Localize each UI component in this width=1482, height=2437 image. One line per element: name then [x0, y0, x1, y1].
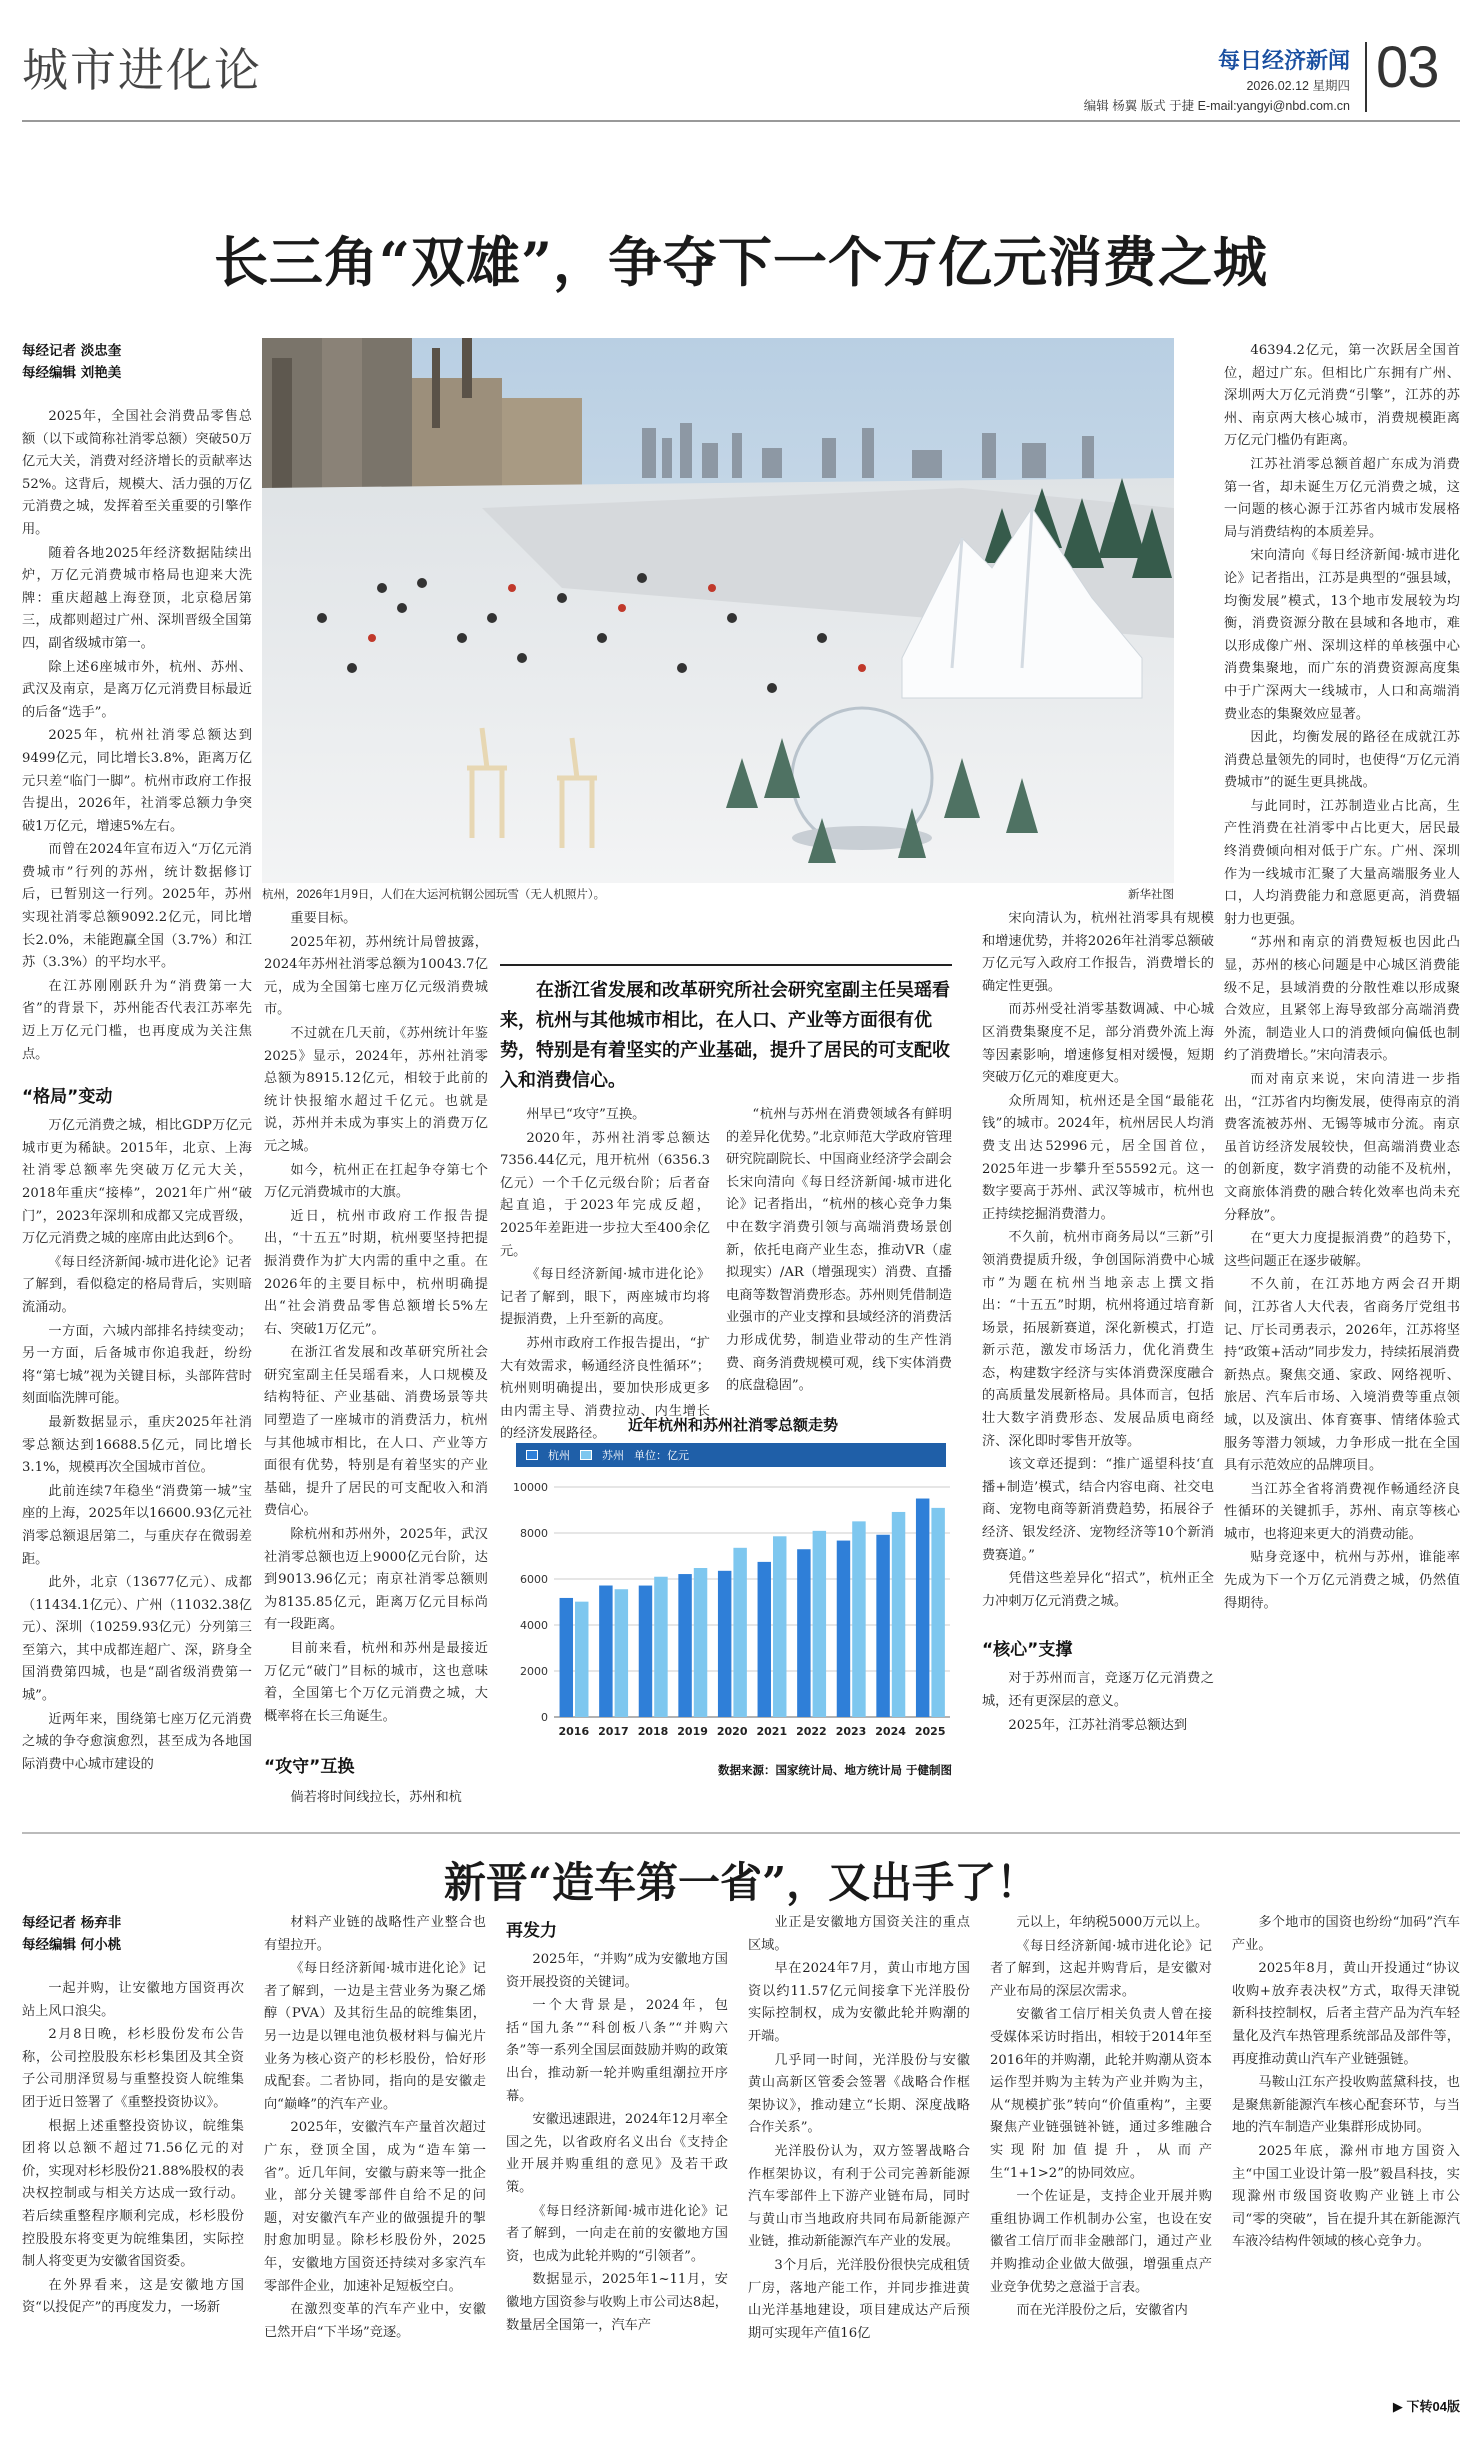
article1-col5 [982, 908, 1214, 1737]
photo-caption: 杭州，2026年1月9日，人们在大运河杭钢公园玩雪（无人机照片）。 [262, 889, 606, 901]
chart-unit-label: 单位：亿元 [634, 1449, 689, 1462]
paragraph: 不久前，杭州市商务局以“三新”引领消费提质升级，争创国际消费中心城市”为题在杭州当地亲志上撰文指出：“十五五”时期，杭州将通过培育新场景，拓展新赛道，深化新模式，打造新示范，激发市场活力，优化消费生态，构建数字经济与实体消费深度融合的高质量发展新格局。具体而言，包括壮大数字消费形态、发展品质电商经济、深化即时零售开放等。 [982, 1230, 1214, 1449]
paragraph: 在激烈变革的汽车产业中，安徽已然开启“下半场”竞逐。 [264, 2302, 486, 2340]
paragraph: 江苏社消零总额首超广东成为消费第一省，却未诞生万亿元消费之城，这一问题的核心源于江苏省内城市发展格局与消费结构的本质差异。 [1224, 456, 1460, 540]
paragraph: 近两年来，围绕第七座万亿元消费之城的争夺愈演愈烈，甚至成为各地国际消费中心城市建设的 [22, 1711, 252, 1772]
paragraph: 州早已“攻守”互换。 [526, 1107, 646, 1122]
article2-col3 [506, 1912, 728, 2337]
paragraph: 光洋股份认为，双方签署战略合作框架协议，有利于公司完善新能源汽车零部件上下游产业链布局，同时与黄山市当地政府共同布局新能源产业链，推动新能源汽车产业的发展。 [748, 2143, 970, 2250]
bar-hangzhou [837, 1541, 850, 1717]
editor: 每经编辑 刘艳美 [22, 365, 122, 381]
subheading-gongshou: “攻守”互换 [264, 1757, 355, 1778]
bar-hangzhou [678, 1574, 691, 1717]
chart-source: 数据来源：国家统计局、地方统计局 于健制图 [717, 1763, 952, 1777]
paragraph: 46394.2亿元，第一次跃居全国首位，超过广东。但相比广东拥有广州、深圳两大万亿元消费“引擎”，江苏的苏州、南京两大核心城市，消费规模距离万亿元门槛仍有距离。 [1224, 343, 1460, 449]
legend-label-suzhou: 苏州 [602, 1449, 624, 1462]
paragraph: 《每日经济新闻·城市进化论》记者了解到，这起并购背后，是安徽对产业布局的深层次需求。 [990, 1938, 1212, 1999]
paragraph: 早在2024年7月，黄山市地方国资以约11.57亿元间接拿下光洋股份实际控制权，成为安徽此轮并购潮的开端。 [748, 1961, 970, 2044]
issue-date: 2026.02.12 星期四 [1246, 79, 1350, 93]
paragraph: 而对南京来说，宋向清进一步指出，“江苏省内均衡发展，使得南京的消费客流被苏州、无锡等城市分流。南京虽首访经济发展较快，但高端消费业态的创新度，数字消费的动能不及杭州，文商旅体消费的融合转化效率也尚未充分释放”。 [1224, 1072, 1460, 1223]
bar-suzhou [575, 1602, 588, 1717]
paragraph: 根据上述重整投资协议，皖维集团将以总额不超过71.56亿元的对价，实现对杉杉股份21.88%股权的表决权控制或与相关方达成一致行动。若后续重整程序顺利完成，杉杉股份控股股东将变更为皖维集团，实际控制人将变更为安徽省国资委。 [22, 2118, 244, 2270]
paragraph: 此外，北京（13677亿元）、成都（11434.1亿元）、广州（11032.38亿元）、深圳（10259.93亿元）分列第三至第六，其中成都连超广、深，跻身全国消费第四城，也是“副省级消费第一城”。 [22, 1575, 252, 1704]
paragraph: 因此，均衡发展的路径在成就江苏消费总量领先的同时，也使得“万亿元消费城市”的诞生更具挑战。 [1224, 730, 1460, 791]
paragraph: 一个佐证是，支持企业开展并购重组协调工作机制办公室，也设在安徽省工信厅而非金融部门，通过产业并购推动企业做大做强，增强重点产业竞争优势之意溢于言表。 [990, 2189, 1212, 2295]
paragraph: 最新数据显示，重庆2025年社消零总额达到16688.5亿元，同比增长3.1%，规模再次全国城市首位。 [22, 1414, 252, 1476]
pull-quote [500, 964, 952, 1096]
paragraph: 安徽迅速跟进，2024年12月率全国之先，以省政府名义出台《支持企业开展并购重组的意见》及若干政策。 [506, 2112, 728, 2195]
x-tick-label: 2025 [914, 1725, 946, 1738]
y-tick-label: 4000 [520, 1619, 548, 1632]
bar-hangzhou [758, 1562, 771, 1717]
chart-panel [500, 1406, 966, 1786]
bar-hangzhou [797, 1549, 810, 1717]
paragraph: 2025年，“并购”成为安徽地方国资开展投资的关键词。 [506, 1952, 728, 1990]
article2-col6 [1232, 1912, 1460, 2254]
paragraph: 倘若将时间线拉长，苏州和杭 [290, 1790, 462, 1806]
paragraph: 在浙江省发展和改革研究所社会研究室副主任吴瑶看来，人口规模及结构特征、产业基础、消费场景等共同塑造了一座城市的消费活力，杭州与其他城市相比，在人口、产业等方面很有优势，特别是有着坚实的产业基础，提升了居民的可支配收入和消费信心。 [264, 1345, 488, 1519]
header-divider [1365, 42, 1367, 112]
paragraph: 当江苏全省将消费视作畅通经济良性循环的关键抓手，苏州、南京等核心城市，也将迎来更大的消费动能。 [1224, 1481, 1460, 1542]
article1-col3 [500, 1104, 710, 1446]
y-tick-label: 2000 [520, 1665, 548, 1678]
paragraph: 《每日经济新闻·城市进化论》记者了解到，看似稳定的格局背后，实则暗流涌动。 [22, 1254, 252, 1315]
paragraph: 该文章还提到：“推广遥望科技‘直播+制造’模式，结合内容电商、社交电商、宠物电商等新消费趋势，拓展谷子经济、银发经济、宠物经济等10个新消费赛道。” [982, 1457, 1214, 1563]
paragraph: 除杭州和苏州外，2025年，武汉社消零总额也迈上9000亿元台阶，达到9013.96亿元；南京社消零总额则为8135.85亿元，距离万亿元目标尚有一段距离。 [264, 1527, 488, 1633]
y-tick-label: 10000 [513, 1481, 548, 1494]
article2-byline [22, 1912, 242, 1956]
paragraph: 数据显示，2025年1~11月，安徽地方国资参与收购上市公司达8起，数量居全国第一，汽车产 [506, 2272, 728, 2333]
paragraph: 材料产业链的战略性产业整合也有望拉开。 [264, 1915, 486, 1953]
paragraph: 贴身竞逐中，杭州与苏州，谁能率先成为下一个万亿元消费之城，仍然值得期待。 [1224, 1550, 1460, 1611]
bar-suzhou [892, 1512, 905, 1717]
paragraph: 目前来看，杭州和苏州是最接近万亿元“破门”目标的城市，这也意味着，全国第七个万亿元消费之城，大概率将在长三角诞生。 [264, 1641, 488, 1724]
paragraph: 与此同时，江苏制造业占比高，生产性消费在社消零中占比更大，居民最终消费倾向相对低于广东。广州、深圳作为一线城市汇聚了大量高端服务业人口，人均消费能力和意愿更高，消费辐射力也更强。 [1224, 798, 1460, 927]
bar-suzhou [773, 1536, 786, 1717]
paragraph: 2025年，安徽汽车产量首次超过广东，登顶全国，成为“造车第一省”。近几年间，安徽与蔚来等一批企业，部分关键零部件自给不足的问题，对安徽汽车产业的做强提升的掣肘愈加明显。除杉杉股份外，2025年，安徽地方国资还持续对多家汽车零部件企业，加速补足短板空白。 [264, 2120, 486, 2294]
paragraph: 一方面，六城内部排名持续变动；另一方面，后备城市你追我赶，纷纷将“第七城”视为关键目标，头部阵营时刻面临洗牌可能。 [22, 1323, 252, 1407]
page-editors: 编辑 杨翼 版式 于捷 E-mail:yangyi@nbd.com.cn [1083, 99, 1350, 113]
paragraph: 不久前，在江苏地方两会召开期间，江苏省人大代表，省商务厅党组书记、厅长司勇表示，2026年，江苏将坚持“政策+活动”同步发力，持续拓展消费新热点。聚焦交通、家政、网络视听、旅居、汽车后市场、入境消费等重点领域，以及演出、体育赛事、情绪体验式服务等潜力领域，力争形成一批在全国具有示范效应的品牌项目。 [1224, 1277, 1460, 1474]
paragraph: 2025年8月，黄山开投通过“协议收购+放弃表决权”方式，取得天津锐新科技控制权，后者主营产品为汽车轻量化及汽车热管理系统部品及部件等，再度推动黄山汽车产业链强链。 [1232, 1961, 1460, 2067]
page-number: 03 [1376, 35, 1439, 100]
paragraph: 业正是安徽地方国资关注的重点区域。 [748, 1915, 970, 1953]
bar-hangzhou [560, 1598, 573, 1717]
reporter: 每经记者 杨弃非 [22, 1915, 122, 1931]
paragraph: 凭借这些差异化“招式”，杭州正全力冲刺万亿元消费之城。 [982, 1571, 1214, 1609]
subheading-zaifali: 再发力 [506, 1921, 557, 1941]
article2-col1 [22, 1978, 244, 2320]
photo-credit: 新华社图 [1128, 889, 1174, 901]
snow-park-photo [262, 338, 1174, 883]
article2-col5 [990, 1912, 1212, 2323]
y-tick-label: 8000 [520, 1527, 548, 1540]
x-tick-label: 2017 [598, 1725, 629, 1738]
bar-hangzhou [639, 1586, 652, 1717]
paragraph: 万亿元消费之城，相比GDP万亿元城市更为稀缺。2015年，北京、上海社消零总额率先突破万亿元大关，2018年重庆“接棒”，2021年广州“破门”，2023年深圳和成都又完成晋级，万亿元消费之城的座席由此达到6个。 [22, 1118, 252, 1247]
article1-col1 [22, 406, 252, 1776]
paragraph: 此前连续7年稳坐“消费第一城”宝座的上海，2025年以16600.93亿元社消零总额退居第二，与重庆存在微弱差距。 [22, 1483, 252, 1567]
legend-swatch-suzhou [580, 1450, 592, 1460]
paragraph: 在外界看来，这是安徽地方国资“以投促产”的再度发力，一场新 [22, 2277, 244, 2316]
article1-headline: 长三角“双雄”，争夺下一个万亿元消费之城 [213, 230, 1269, 294]
y-tick-label: 6000 [520, 1573, 548, 1586]
paragraph: 《每日经济新闻·城市进化论》记者了解到，一向走在前的安徽地方国资，也成为此轮并购的“引领者”。 [506, 2203, 728, 2264]
paragraph: 宋向清向《每日经济新闻·城市进化论》记者指出，江苏是典型的“强县域，均衡发展”模式，13个地市发展较为均衡，消费资源分散在县域和各地市，难以形成像广州、深圳这样的单核强中心消费集聚地，而广东的消费资源高度集中于广深两大一线城市，人口和高端消费业态的集聚效应显著。 [1224, 548, 1460, 722]
subheading-geju: “格局”变动 [22, 1087, 113, 1108]
paragraph: 重要目标。 [290, 911, 357, 926]
bar-suzhou [931, 1508, 944, 1717]
paragraph: 不过就在几天前，《苏州统计年鉴2025》显示，2024年，苏州社消零总额为8915.12亿元，相较于此前的统计快报缩水超过千亿元。也就是说，苏州并未成为事实上的消费万亿元之城。 [264, 1025, 488, 1154]
continued-arrow-icon: ▶ [1392, 2399, 1407, 2414]
x-tick-label: 2019 [677, 1725, 708, 1738]
bar-suzhou [852, 1521, 865, 1717]
paragraph: 宋向清认为，杭州社消零具有规模和增速优势，并将2026年社消零总额破万亿元写入政府工作报告，消费增长的确定性更强。 [982, 911, 1214, 994]
article2-headline: 新晋“造车第一省”，又出手了！ [443, 1858, 1039, 1907]
x-tick-label: 2016 [558, 1725, 590, 1738]
x-tick-label: 2021 [756, 1725, 788, 1738]
x-tick-label: 2018 [637, 1725, 669, 1738]
paragraph: 随着各地2025年经济数据陆续出炉，万亿元消费城市格局也迎来大洗牌：重庆超越上海登顶，北京稳居第三，成都则超过广州、深圳晋级全国第四，副省级城市第一。 [22, 545, 252, 651]
header-rule [22, 120, 1460, 122]
article1-col2 [264, 908, 488, 1810]
bar-suzhou [654, 1577, 667, 1717]
paper-name: 每日经济新闻 [1217, 48, 1350, 73]
chart-title: 近年杭州和苏州社消零总额走势 [627, 1416, 838, 1434]
x-tick-label: 2022 [796, 1725, 827, 1738]
paragraph: 而在光洋股份之后，安徽省内 [1016, 2303, 1188, 2319]
paragraph: 《每日经济新闻·城市进化论》记者了解到，眼下，两座城市均将提振消费，上升至新的高度。 [500, 1267, 710, 1328]
x-tick-label: 2020 [716, 1725, 748, 1738]
article1-photo [262, 338, 1174, 883]
paragraph: 而苏州受社消零基数调减、中心城区消费集聚度不足，部分消费外流上海等因素影响，增速修复相对缓慢，短期突破万亿元的难度更大。 [982, 1002, 1214, 1086]
y-tick-label: 0 [541, 1711, 548, 1724]
editor: 每经编辑 何小桃 [22, 1937, 122, 1953]
article-divider [22, 1832, 1460, 1834]
bar-hangzhou [599, 1586, 612, 1717]
paragraph: 2月8日晚，杉杉股份发布公告称，公司控股股东杉杉集团及其全资子公司朋泽贸易与重整投资人皖维集团于近日签署了《重整投资协议》。 [22, 2027, 244, 2110]
article1-col4 [726, 1104, 952, 1398]
paragraph: 2025年，杭州社消零总额达到9499亿元，同比增长3.8%，距离万亿元只差“临门一脚”。杭州市政府工作报告提出，2026年，社消零总额力争突破1万亿元，增速5%左右。 [22, 728, 252, 834]
article2-col2 [264, 1912, 486, 2344]
paragraph: 元以上，年纳税5000万元以上。 [1016, 1915, 1209, 1930]
paragraph: “杭州与苏州在消费领域各有鲜明的差异化优势。”北京师范大学政府管理研究院副院长、中国商业经济学会副会长宋向清向《每日经济新闻·城市进化论》记者指出，“杭州的核心竞争力集中在数字消费引领与高端消费场景创新，依托电商产业生态，推动VR（虚拟现实）/AR（增强现实）消费、直播电商等数智消费形态。苏州则凭借制造业强市的产业支撑和县域经济的消费活力形成优势，制造业带动的生产性消费、商务消费规模可观，线下实体消费的底盘稳固”。 [726, 1107, 952, 1394]
paragraph: 在江苏刚刚跃升为“消费第一大省”的背景下，苏州能否代表江苏率先迈上万亿元门槛，也再度成为关注焦点。 [22, 978, 252, 1062]
paragraph: 《每日经济新闻·城市进化论》记者了解到，一边是主营业务为聚乙烯醇（PVA）及其衍生品的皖维集团，另一边是以锂电池负极材料与偏光片业务为核心资产的杉杉股份，恰好形成配套。二者协同，指向的是安徽走向“巅峰”的汽车产业。 [264, 1961, 486, 2112]
continued-text: 下转04版 [1406, 2399, 1460, 2414]
paragraph: 一个大背景是，2024年，包括“国九条”“科创板八条”“并购六条”等一系列全国层面鼓励并购的政策出台，推动新一轮并购重组潮拉开序幕。 [506, 1998, 728, 2104]
chart-legend [516, 1443, 946, 1467]
paragraph: 2025年，全国社会消费品零售总额（以下或简称社消零总额）突破50万亿元大关，消费对经济增长的贡献率达52%。这背后，规模大、活力强的万亿元消费之城，发挥着至关重要的引擎作用。 [22, 409, 252, 537]
bar-suzhou [694, 1568, 707, 1717]
bar-suzhou [615, 1589, 628, 1717]
legend-label-hangzhou: 杭州 [548, 1449, 570, 1462]
paragraph: 2020年，苏州社消零总额达7356.44亿元，甩开杭州（6356.3亿元）一个千亿元级台阶；后者奋起直追，于2023年完成反超，2025年差距进一步拉大至400余亿元。 [500, 1130, 710, 1259]
legend-swatch-hangzhou [526, 1450, 538, 1460]
x-tick-label: 2023 [835, 1725, 867, 1738]
paragraph: 一起并购，让安徽地方国资再次站上风口浪尖。 [22, 1981, 244, 2019]
bar-suzhou [813, 1531, 826, 1717]
paragraph: 在“更大力度提振消费”的趋势下，这些问题正在逐步破解。 [1224, 1231, 1460, 1269]
paragraph: 多个地市的国资也纷纷“加码”汽车产业。 [1232, 1915, 1460, 1953]
paragraph: 马鞍山江东产投收购蓝黛科技，也是聚焦新能源汽车核心配套环节，与当地的汽车制造产业集群形成协同。 [1232, 2075, 1460, 2136]
article2-col4 [748, 1912, 970, 2345]
chart-svg [500, 1467, 966, 1767]
article1-col6 [1224, 340, 1460, 1615]
paragraph: 2025年，江苏社消零总额达到 [1008, 1717, 1188, 1733]
article1-byline [22, 340, 252, 384]
paragraph: 如今，杭州正在扛起争夺第七个万亿元消费城市的大旗。 [264, 1162, 488, 1201]
paragraph: 3个月后，光洋股份很快完成租赁厂房，落地产能工作，并同步推进黄山光洋基地建设，项目建成达产后预期可实现年产值16亿 [748, 2257, 970, 2341]
paragraph: 安徽省工信厅相关负责人曾在接受媒体采访时指出，相较于2014年至2016年的并购潮，此轮并购潮从资本运作型并购为主转为产业并购为主，从“规模扩张”转向“价值重构”，主要聚焦产业链强链补链，通过多维融合实现附加值提升，从而产生“1+1>2”的协同效应。 [990, 2007, 1212, 2181]
section-title: 城市进化论 [22, 44, 262, 96]
paragraph: 2025年底，滁州市地方国资入主“中国工业设计第一股”毅昌科技，实现滁州市级国资收购产业链上市公司“零的突破”，旨在提升其在新能源汽车液冷结构件领域的核心竞争力。 [1232, 2143, 1460, 2250]
subheading-hexin: “核心”支撑 [982, 1640, 1073, 1661]
paragraph: 而曾在2024年宣布迈入“万亿元消费城市”行列的苏州，统计数据修订后，已暂别这一行列。2025年，苏州实现社消零总额9092.2亿元，同比增长2.0%，未能跑赢全国（3.7%）和江苏（3.3%）的平均水平。 [22, 842, 252, 971]
paragraph: 近日，杭州市政府工作报告提出，“十五五”时期，杭州要坚持把提振消费作为扩大内需的重中之重。在2026年的主要目标中，杭州明确提出“社会消费品零售总额增长5%左右、突破1万亿元”。 [264, 1208, 488, 1337]
pull-quote-text: 在浙江省发展和改革研究所社会研究室副主任吴瑶看来，杭州与其他城市相比，在人口、产业等方面很有优势，特别是有着坚实的产业基础，提升了居民的可支配收入和消费信心。 [500, 980, 950, 1091]
reporter: 每经记者 淡忠奎 [22, 343, 122, 359]
paragraph: 几乎同一时间，光洋股份与安徽黄山高新区管委会签署《战略合作框架协议》，推动建立“长期、深度战略合作关系”。 [748, 2052, 970, 2136]
bar-suzhou [733, 1548, 746, 1717]
bar-hangzhou [718, 1571, 731, 1717]
paragraph: 2025年初，苏州统计局曾披露，2024年苏州社消零总额为10043.7亿元，成为全国第七座万亿元级消费城市。 [264, 934, 488, 1018]
bar-hangzhou [876, 1535, 889, 1717]
paragraph: 除上述6座城市外，杭州、苏州、武汉及南京，是离万亿元消费目标最近的后备“选手”。 [22, 659, 252, 720]
paragraph: 苏州市政府工作报告提出，“扩大有效需求，畅通经济良性循环”；杭州则明确提出，要加快形成更多由内需主导、消费拉动、内生增长的经济发展路径。 [500, 1335, 710, 1442]
paragraph: “苏州和南京的消费短板也因此凸显，苏州的核心问题是中心城区消费能级不足，县域消费的分散性难以形成聚合效应，且紧邻上海导致部分高端消费外流，制造业人口的消费倾向偏低也制约了消费增长。”宋向清表示。 [1224, 935, 1460, 1064]
paragraph: 对于苏州而言，竞逐万亿元消费之城，还有更深层的意义。 [982, 1671, 1214, 1709]
paragraph: 众所周知，杭州还是全国“最能花钱”的城市。2024年，杭州居民人均消费支出达52996元，居全国首位，2025年进一步攀升至55592元。这一数字要高于苏州、武汉等城市，杭州也正持续挖掘消费潜力。 [982, 1093, 1214, 1222]
x-tick-label: 2024 [875, 1725, 906, 1738]
continued-note [1350, 2396, 1460, 2415]
bar-hangzhou [916, 1499, 929, 1717]
